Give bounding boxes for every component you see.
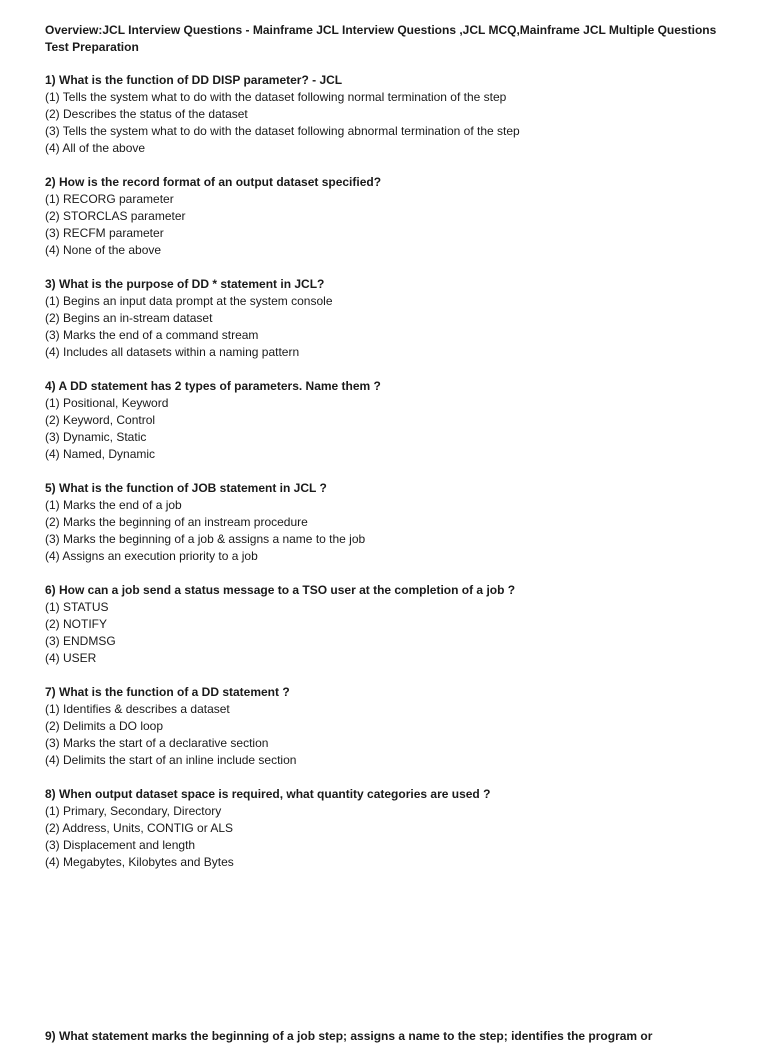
answer-option: (2) STORCLAS parameter — [45, 209, 186, 223]
question-text: 2) How is the record format of an output dataset specified? — [45, 175, 382, 189]
question-block-7 — [45, 684, 735, 769]
answer-option: (2) Address, Units, CONTIG or ALS — [45, 821, 234, 835]
document-page — [45, 22, 735, 888]
question-block-1 — [45, 72, 735, 157]
answer-option: (2) NOTIFY — [45, 617, 107, 631]
question-text: 6) How can a job send a status message to a TSO user at the completion of a job ? — [45, 583, 516, 597]
answer-option: (1) RECORG parameter — [45, 192, 174, 206]
question-text: 8) When output dataset space is required, what quantity categories are used ? — [45, 787, 491, 801]
answer-option: (4) Delimits the start of an inline include section — [45, 753, 297, 767]
question-text: 7) What is the function of a DD statement ? — [45, 685, 290, 699]
answer-option: (2) Describes the status of the dataset — [45, 107, 248, 121]
answer-option: (3) Marks the end of a command stream — [45, 328, 259, 342]
answer-option: (4) Assigns an execution priority to a job — [45, 549, 258, 563]
question-block-3 — [45, 276, 735, 361]
answer-option: (4) USER — [45, 651, 97, 665]
document-title: Overview:JCL Interview Questions - Mainframe JCL Interview Questions ,JCL MCQ,Mainframe JCL Multiple Questions Test Preparation — [45, 23, 717, 54]
question-text: 5) What is the function of JOB statement in JCL ? — [45, 481, 327, 495]
answer-option: (2) Begins an in-stream dataset — [45, 311, 213, 325]
answer-option: (3) Marks the start of a declarative section — [45, 736, 269, 750]
answer-option: (1) Tells the system what to do with the dataset following normal termination of the step — [45, 90, 507, 104]
question-text: 1) What is the function of DD DISP parameter? - JCL — [45, 73, 343, 87]
question-text: 3) What is the purpose of DD * statement in JCL? — [45, 277, 325, 291]
question-text: 4) A DD statement has 2 types of parameters. Name them ? — [45, 379, 381, 393]
answer-option: (3) Dynamic, Static — [45, 430, 147, 444]
answer-option: (2) Delimits a DO loop — [45, 719, 164, 733]
answer-option: (3) Marks the beginning of a job & assigns a name to the job — [45, 532, 366, 546]
answer-option: (3) ENDMSG — [45, 634, 116, 648]
answer-option: (1) Marks the end of a job — [45, 498, 182, 512]
question-block-5 — [45, 480, 735, 565]
question-block-2 — [45, 174, 735, 259]
question-block-8 — [45, 786, 735, 871]
answer-option: (1) Positional, Keyword — [45, 396, 169, 410]
answer-option: (4) Named, Dynamic — [45, 447, 156, 461]
answer-option: (3) Tells the system what to do with the dataset following abnormal termination of the step — [45, 124, 520, 138]
question-block-4 — [45, 378, 735, 463]
answer-option: (4) None of the above — [45, 243, 162, 257]
answer-option: (2) Marks the beginning of an instream procedure — [45, 515, 308, 529]
answer-option: (1) Identifies & describes a dataset — [45, 702, 230, 716]
cut-off-question-text: 9) What statement marks the beginning of a job step; assigns a name to the step; identifies the program or — [45, 1029, 653, 1043]
answer-option: (1) Primary, Secondary, Directory — [45, 804, 222, 818]
question-block-6 — [45, 582, 735, 667]
answer-option: (4) Megabytes, Kilobytes and Bytes — [45, 855, 234, 869]
answer-option: (3) RECFM parameter — [45, 226, 164, 240]
answer-option: (3) Displacement and length — [45, 838, 196, 852]
answer-option: (2) Keyword, Control — [45, 413, 156, 427]
answer-option: (1) STATUS — [45, 600, 109, 614]
answer-option: (4) Includes all datasets within a naming pattern — [45, 345, 300, 359]
answer-option: (4) All of the above — [45, 141, 146, 155]
answer-option: (1) Begins an input data prompt at the system console — [45, 294, 333, 308]
